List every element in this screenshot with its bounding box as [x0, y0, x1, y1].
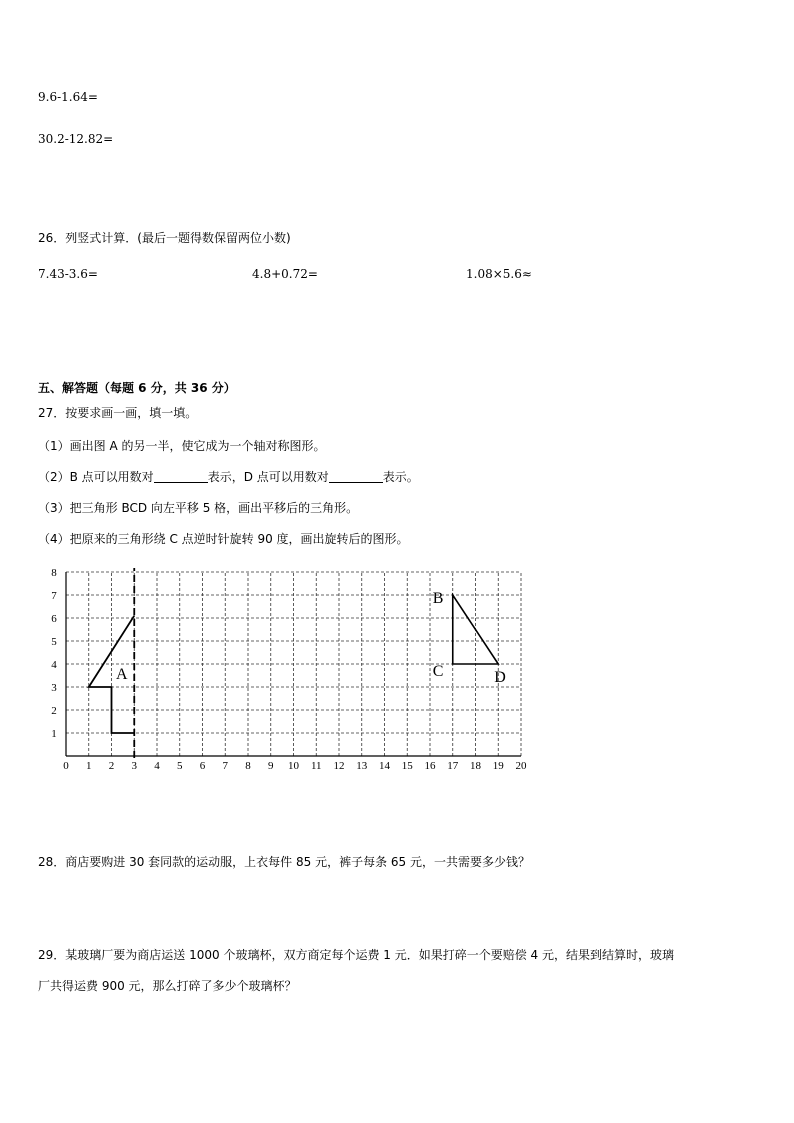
q27-title: 27．按要求画一画，填一填。 [38, 406, 198, 420]
y-tick-label: 2 [51, 705, 57, 717]
y-tick-label: 5 [51, 636, 57, 648]
x-tick-label: 2 [108, 760, 115, 772]
x-tick-label: 19 [492, 760, 504, 772]
q27-item-1: （1）画出图 A 的另一半，使它成为一个轴对称图形。 [38, 439, 326, 453]
point-d-label: D [494, 669, 506, 686]
q26-expr-3: 1.08×5.6≈ [466, 267, 532, 281]
q27-item-2-part-1: （2）B 点可以用数对 [38, 470, 154, 484]
x-tick-label: 12 [333, 760, 345, 772]
y-tick-label: 4 [51, 659, 57, 671]
y-tick-label: 1 [51, 728, 57, 740]
x-tick-label: 4 [154, 760, 160, 772]
y-tick-label: 6 [51, 613, 57, 625]
x-tick-label: 11 [310, 760, 322, 772]
coordinate-grid-figure [0, 560, 560, 780]
figure-a-label: A [116, 665, 128, 683]
q29-line-1: 29．某玻璃厂要为商店运送 1000 个玻璃杯，双方商定每个运费 1 元．如果打碎一个要赔偿 4 元，结果到结算时，玻璃 [38, 948, 674, 962]
q26-expr-2: 4.8+0.72= [252, 267, 318, 281]
q25-expr-1: 9.6-1.64= [38, 90, 98, 104]
x-tick-label: 7 [222, 760, 228, 772]
x-tick-label: 17 [447, 760, 459, 772]
x-tick-label: 10 [288, 760, 299, 772]
x-tick-label: 9 [268, 760, 274, 772]
q25-expr-2: 30.2-12.82= [38, 132, 114, 146]
point-c-label: C [432, 663, 444, 680]
x-tick-label: 13 [356, 760, 368, 772]
answer-blank-b[interactable] [154, 470, 208, 483]
section-5-heading: 五、解答题（每题 6 分，共 36 分） [38, 381, 236, 395]
x-tick-label: 15 [401, 760, 413, 772]
x-tick-label: 6 [199, 760, 206, 772]
x-tick-label: 3 [131, 760, 137, 772]
q27-item-2 [38, 469, 419, 485]
x-tick-label: 5 [177, 760, 183, 772]
x-tick-label: 14 [379, 760, 390, 772]
x-tick-label: 0 [63, 760, 69, 772]
q27-item-3: （3）把三角形 BCD 向左平移 5 格，画出平移后的三角形。 [38, 501, 359, 515]
y-tick-label: 8 [51, 567, 57, 579]
x-tick-label: 18 [470, 760, 481, 772]
q26-title: 26．列竖式计算．(最后一题得数保留两位小数) [38, 231, 291, 245]
q27-item-2-part-3: 表示。 [382, 470, 419, 484]
q26-expr-1: 7.43-3.6= [38, 267, 98, 281]
y-tick-label: 7 [51, 590, 57, 602]
x-tick-label: 16 [424, 760, 436, 772]
x-tick-label: 8 [245, 760, 251, 772]
answer-blank-d[interactable] [329, 470, 383, 483]
x-tick-label: 1 [86, 760, 92, 772]
x-tick-label: 20 [515, 760, 527, 772]
q27-item-4: （4）把原来的三角形绕 C 点逆时针旋转 90 度，画出旋转后的图形。 [38, 532, 409, 546]
point-b-label: B [432, 590, 444, 607]
q27-item-2-part-2: 表示，D 点可以用数对 [207, 470, 329, 484]
q28-text: 28．商店要购进 30 套同款的运动服，上衣每件 85 元，裤子每条 65 元，一共需要多少钱？ [38, 855, 530, 869]
y-tick-label: 3 [51, 682, 57, 694]
q29-line-2: 厂共得运费 900 元，那么打碎了多少个玻璃杯？ [38, 979, 297, 993]
